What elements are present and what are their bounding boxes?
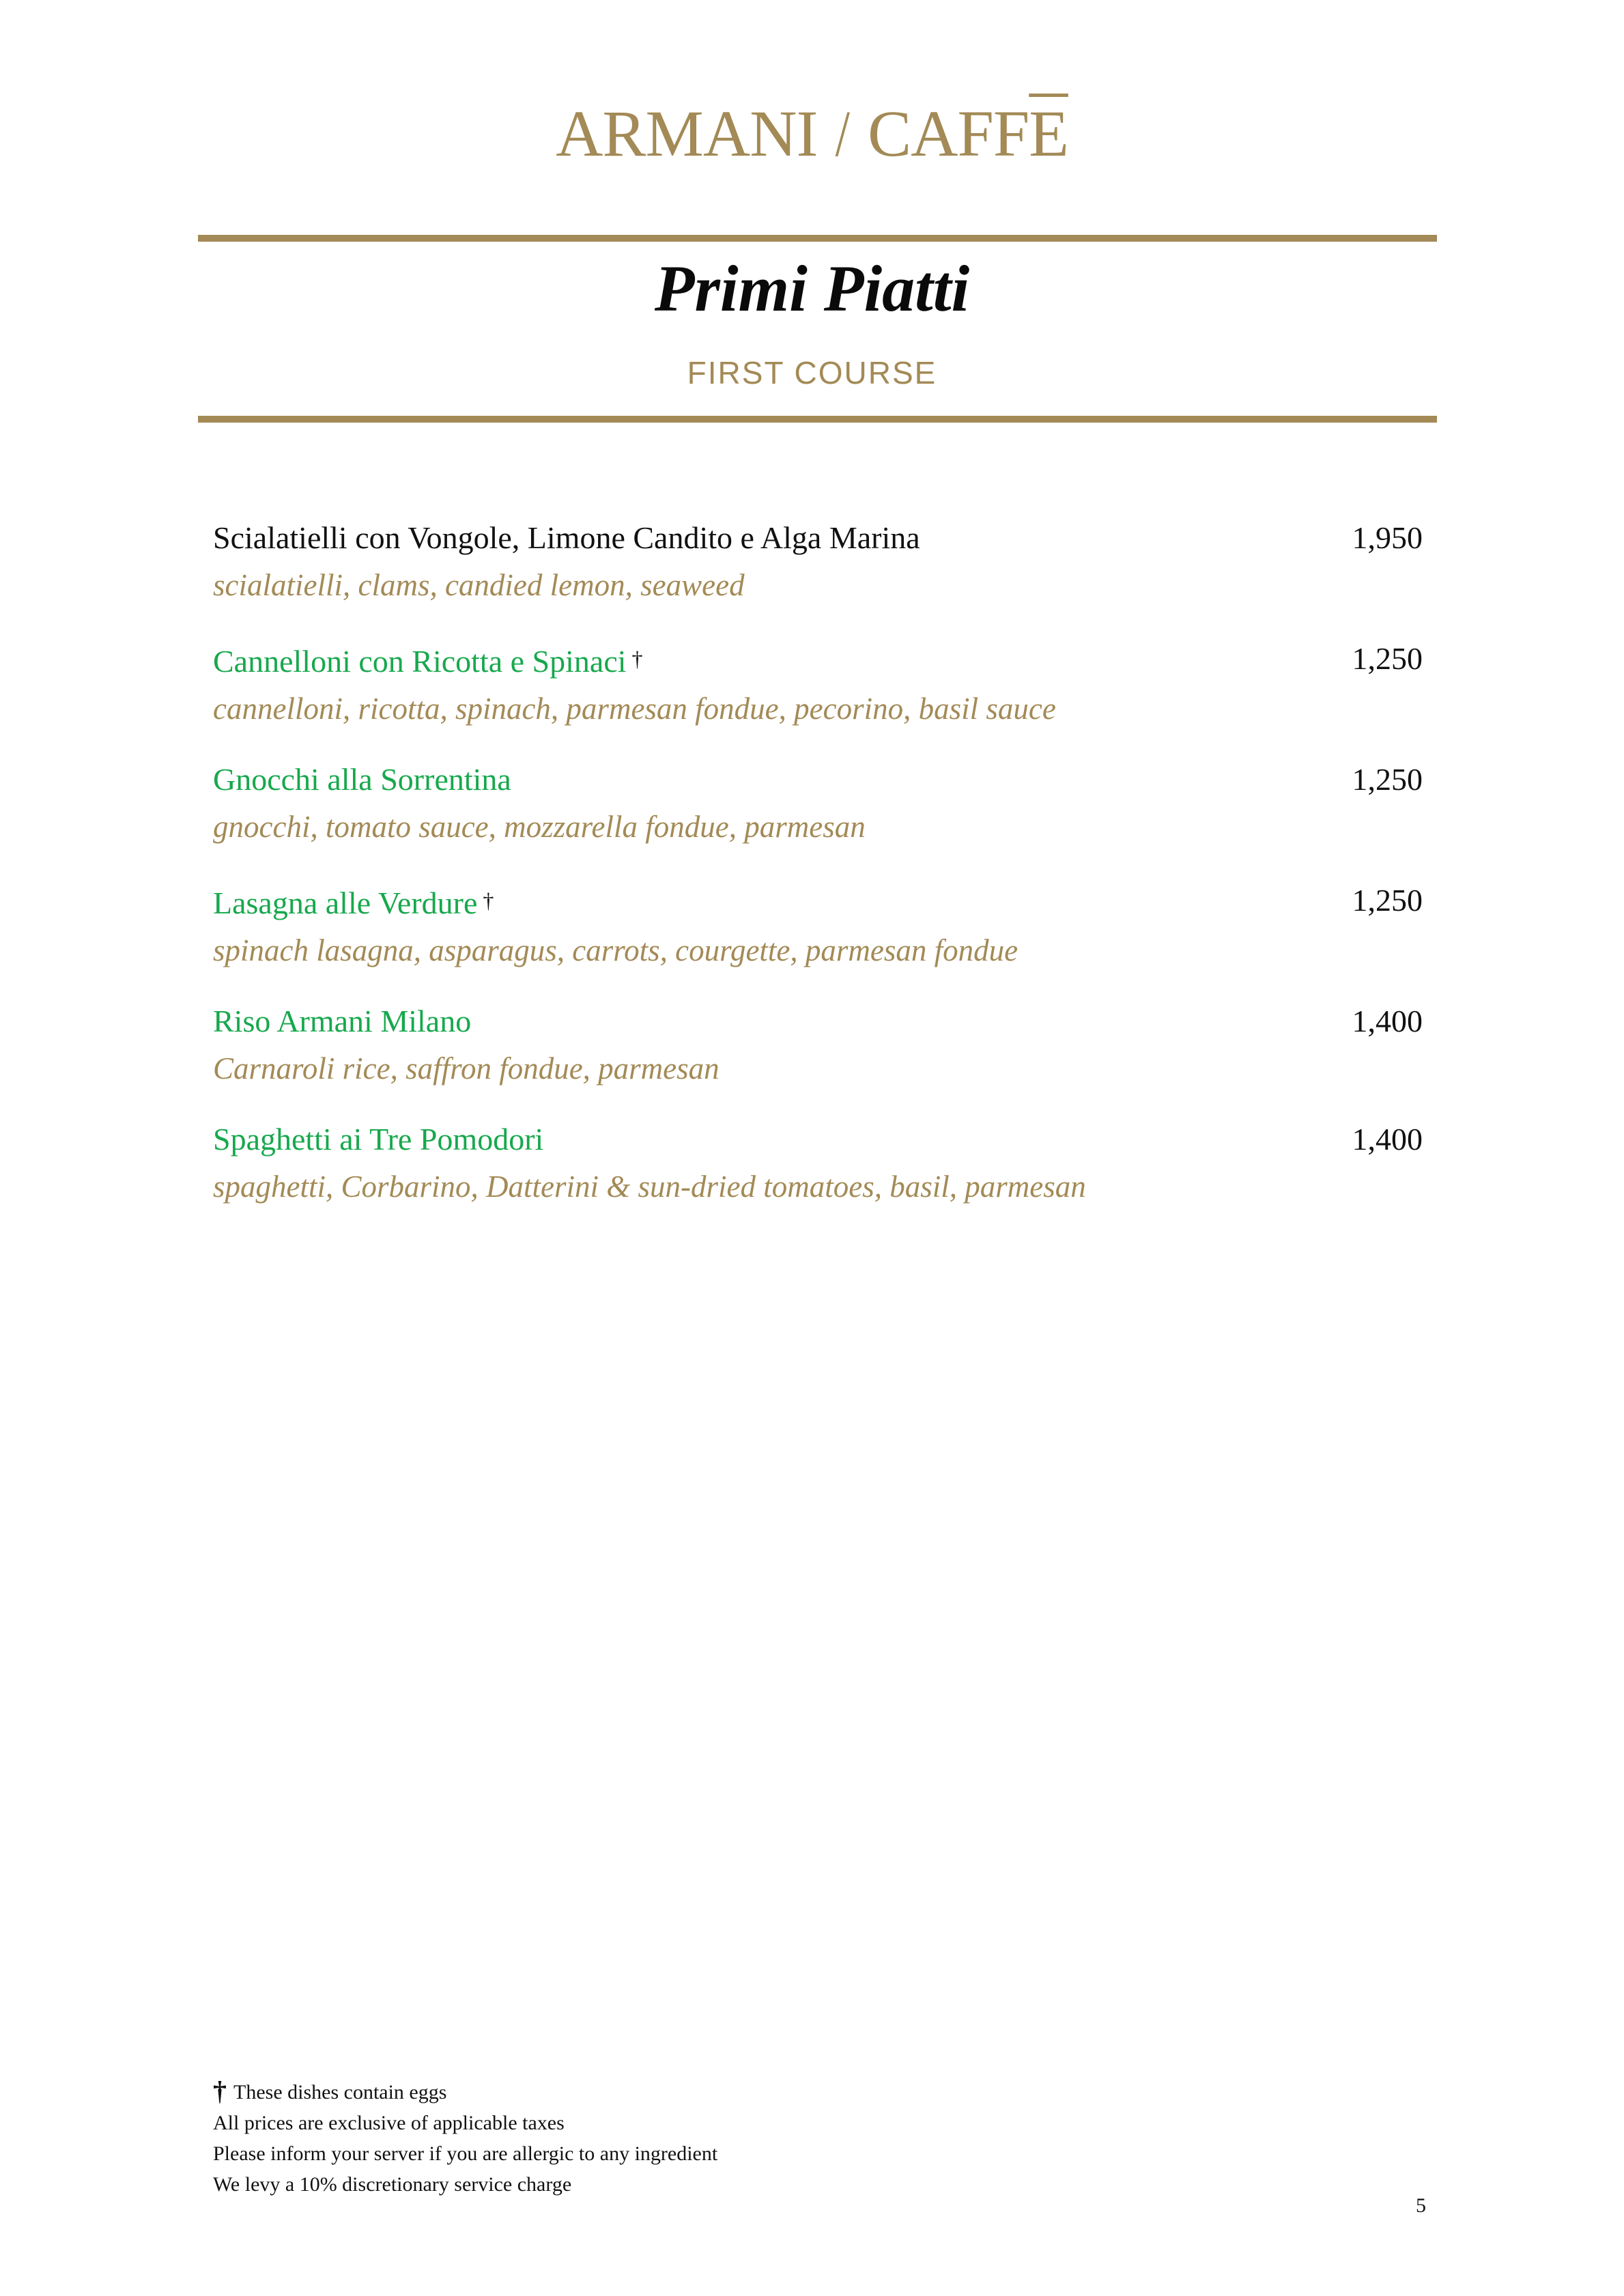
menu-item-description: gnocchi, tomato sauce, mozzarella fondue, parmesan: [213, 810, 866, 844]
menu-item: [213, 519, 1423, 604]
menu-item-price: 1,400: [1352, 1004, 1423, 1038]
egg-dagger-icon: †: [483, 888, 494, 913]
footer-tax-note: All prices are exclusive of applicable taxes: [213, 2112, 565, 2134]
menu-item-description: scialatielli, clams, candied lemon, seaweed: [213, 568, 745, 602]
logo-caffe-last-letter: $\overline{E}$: [1029, 97, 1068, 170]
menu-item: [213, 761, 1423, 845]
egg-dagger-icon: †: [631, 647, 643, 671]
footer-eggs-note: † These dishes contain eggs: [213, 2075, 447, 2106]
menu-item-name: Cannelloni con Ricotta e Spinaci †: [213, 644, 643, 679]
footer-allergy-note: Please inform your server if you are allergic to any ingredient: [213, 2142, 718, 2165]
footer-notes: [213, 2075, 717, 2200]
menu-item-price: 1,400: [1352, 1122, 1423, 1157]
menu-item-price: 1,250: [1352, 641, 1423, 676]
menu-item-description: spinach lasagna, asparagus, carrots, courgette, parmesan fondue: [213, 933, 1018, 967]
armani-caffe-logo: [0, 97, 1624, 170]
top-divider: [198, 235, 1437, 242]
menu-item-price: 1,250: [1352, 883, 1423, 918]
menu-item: [213, 881, 1423, 969]
bottom-divider: [198, 416, 1437, 423]
menu-item: [213, 1002, 1423, 1087]
menu-item-name: Lasagna alle Verdure †: [213, 885, 494, 920]
menu-item-description: Carnaroli rice, saffron fondue, parmesan: [213, 1051, 720, 1086]
logo-slash: /: [836, 97, 850, 170]
menu-item-description: cannelloni, ricotta, spinach, parmesan fondue, pecorino, basil sauce: [213, 692, 1056, 726]
menu-item-name: Riso Armani Milano: [213, 1004, 472, 1038]
page-subtitle: FIRST COURSE: [687, 355, 937, 391]
menu-item-price: 1,250: [1352, 762, 1423, 797]
menu-item-name: Spaghetti ai Tre Pomodori: [213, 1122, 544, 1157]
menu-item: [213, 1120, 1423, 1205]
page-title: Primi Piatti: [654, 252, 970, 325]
menu-item-name: Scialatielli con Vongole, Limone Candito e Alga Marina: [213, 520, 920, 555]
footer-service-note: We levy a 10% discretionary service charge: [213, 2173, 572, 2196]
dagger-icon: †: [213, 2075, 227, 2106]
menu-item-price: 1,950: [1352, 520, 1423, 555]
menu-item: [213, 640, 1423, 727]
logo-armani: ARMANI: [556, 97, 818, 170]
menu-item-name: Gnocchi alla Sorrentina: [213, 762, 511, 797]
page-number: 5: [1416, 2194, 1426, 2217]
logo-caffe: CAFF: [868, 97, 1029, 170]
menu-item-description: spaghetti, Corbarino, Datterini & sun-dried tomatoes, basil, parmesan: [213, 1170, 1086, 1204]
